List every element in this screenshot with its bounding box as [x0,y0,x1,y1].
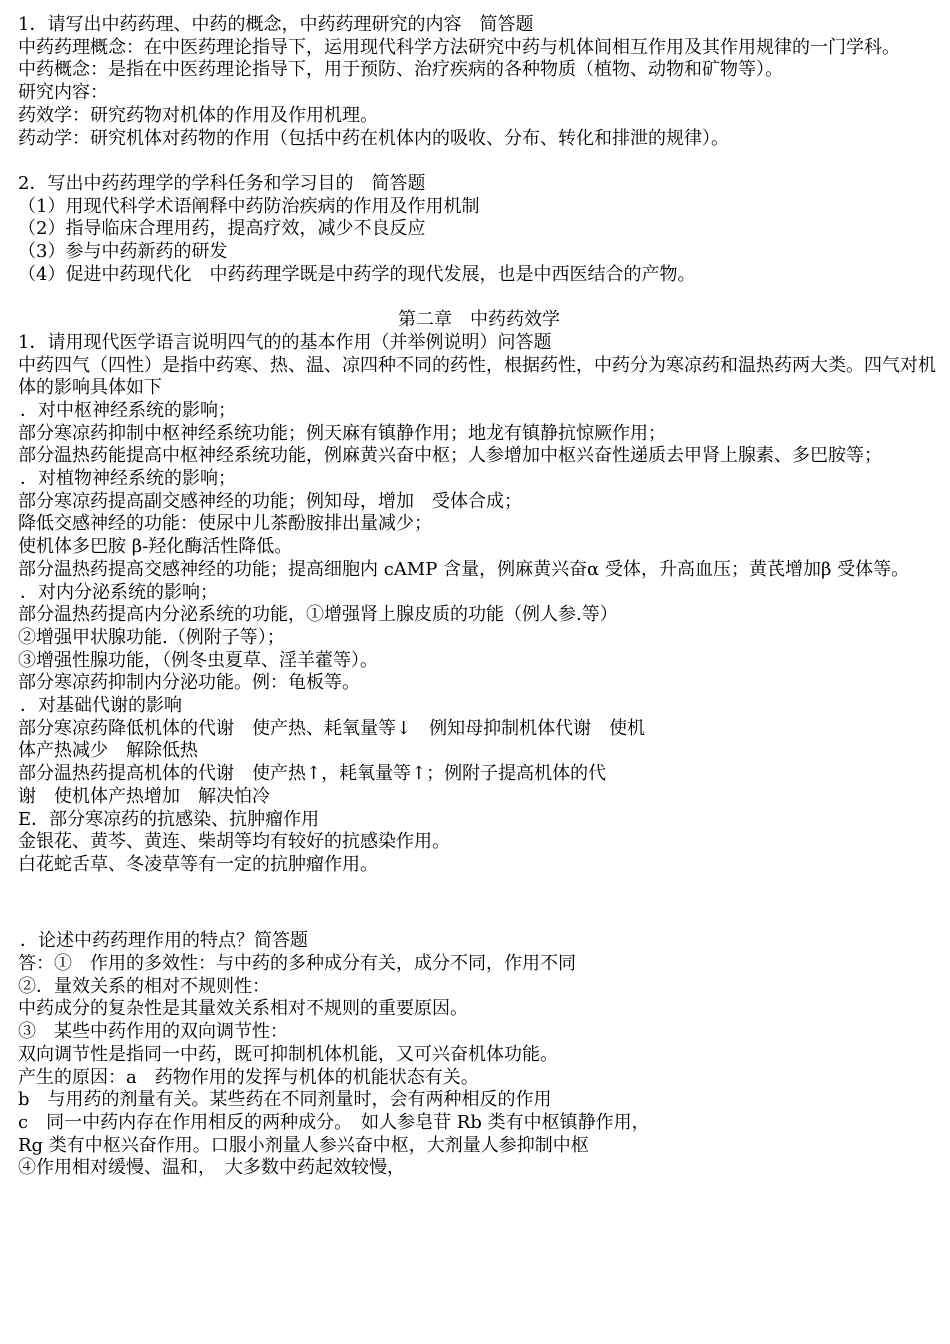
text-line: ④作用相对缓慢、温和， 大多数中药起效较慢， [18,1157,405,1179]
text-line: ．论述中药药理作用的特点？简答题 [20,930,308,952]
text-line: ．对植物神经系统的影响； [20,468,236,490]
text-line: （4）促进中药现代化 中药药理学既是中药学的现代发展，也是中西医结合的产物。 [18,263,696,285]
text-line: 部分温热药能提高中枢神经系统功能，例麻黄兴奋中枢；人参增加中枢兴奋性递质去甲肾上腺素、多巴胺等； [18,445,882,467]
text-line: 研究内容： [18,82,108,104]
text-line: 部分温热药提高内分泌系统的功能，①增强肾上腺皮质的功能（例人参.等） [18,604,618,626]
text-line: 体产热减少 解除低热 [18,740,198,762]
text-line: 药动学：研究机体对药物的作用（包括中药在机体内的吸收、分布、转化和排泄的规律）。 [18,127,729,149]
text-line: ．对基础代谢的影响 [20,695,182,717]
text-line: 部分寒凉药提高副交感神经的功能；例知母，增加 受体合成； [18,490,522,512]
text-line: ．对内分泌系统的影响； [20,581,218,603]
chapter-heading: 第二章 中药药效学 [398,309,560,331]
text-line: 中药成分的复杂性是其量效关系相对不规则的重要原因。 [18,998,468,1020]
text-line: 中药概念：是指在中医药理论指导下，用于预防、治疗疾病的各种物质（植物、动物和矿物等）。 [18,59,783,81]
text-line: ②增强甲状腺功能.（例附子等）； [18,626,285,648]
text-line: 答：① 作用的多效性：与中药的多种成分有关，成分不同，作用不同 [18,953,576,975]
text-line: ③增强性腺功能，（例冬虫夏草、淫羊藿等）。 [18,649,378,671]
document-page [18,14,940,1180]
text-line: 中药药理概念：在中医药理论指导下，运用现代科学方法研究中药与机体间相互作用及其作用规律的一门学科。 [18,36,900,58]
text-line: 双向调节性是指同一中药，既可抑制机体机能，又可兴奋机体功能。 [18,1043,558,1065]
text-line: 部分寒凉药抑制中枢神经系统功能；例天麻有镇静作用；地龙有镇静抗惊厥作用； [18,422,666,444]
text-line: Rg 类有中枢兴奋作用。口服小剂量人参兴奋中枢，大剂量人参抑制中枢 [18,1134,589,1156]
blank-line [18,908,940,931]
text-line: 金银花、黄芩、黄连、柴胡等均有较好的抗感染作用。 [18,831,450,853]
text-line: 产生的原因：a 药物作用的发挥与机体的机能状态有关。 [18,1066,479,1088]
text-line: 2．写出中药药理学的学科任务和学习目的 简答题 [18,172,426,194]
text-line: 部分寒凉药降低机体的代谢 使产热、耗氧量等↓ 例知母抑制机体代谢 使机 [18,717,646,739]
text-line: （2）指导临床合理用药，提高疗效，减少不良反应 [18,218,426,240]
text-line: 1．请用现代医学语言说明四气的的基本作用（并举例说明）问答题 [18,331,552,353]
text-line: 1．请写出中药药理、中药的概念，中药药理研究的内容 简答题 [18,14,534,35]
text-line: c 同一中药内存在作用相反的两种成分。 如人参皂苷 Rb 类有中枢镇静作用， [18,1112,650,1133]
text-line: 中药四气（四性）是指中药寒、热、温、凉四种不同的药性，根据药性，中药分为寒凉药和温热药两大类。四气对机体的影响具体如下 [18,354,936,399]
text-line: 部分温热药提高交感神经的功能；提高细胞内 cAMP 含量，例麻黄兴奋α 受体，升高血压；黄芪增加β 受体等。 [18,558,910,580]
blank-line [18,286,940,309]
text-line: ③ 某些中药作用的双向调节性： [18,1021,288,1043]
blank-line [18,877,940,908]
text-line: ．对中枢神经系统的影响； [20,399,236,421]
text-line: E．部分寒凉药的抗感染、抗肿瘤作用 [18,808,320,830]
text-line: （1）用现代科学术语阐释中药防治疾病的作用及作用机制 [18,195,480,217]
text-line: ②．量效关系的相对不规则性： [18,975,270,997]
text-line: b 与用药的剂量有关。某些药在不同剂量时，会有两种相反的作用 [18,1089,552,1111]
text-line: 部分温热药提高机体的代谢 使产热↑，耗氧量等↑；例附子提高机体的代 [18,763,607,785]
text-line: 谢 使机体产热增加 解决怕冷 [18,785,270,807]
text-line: 降低交感神经的功能：使尿中儿茶酚胺排出量减少； [18,513,432,535]
text-line: 部分寒凉药抑制内分泌功能。例：龟板等。 [18,672,360,694]
text-line: 白花蛇舌草、冬凌草等有一定的抗肿瘤作用。 [18,853,378,875]
text-line: 使机体多巴胺 β-羟化酶活性降低。 [18,536,293,558]
text-line: （3）参与中药新药的研发 [18,241,228,263]
text-line: 药效学：研究药物对机体的作用及作用机理。 [18,104,378,126]
blank-line [18,150,940,173]
